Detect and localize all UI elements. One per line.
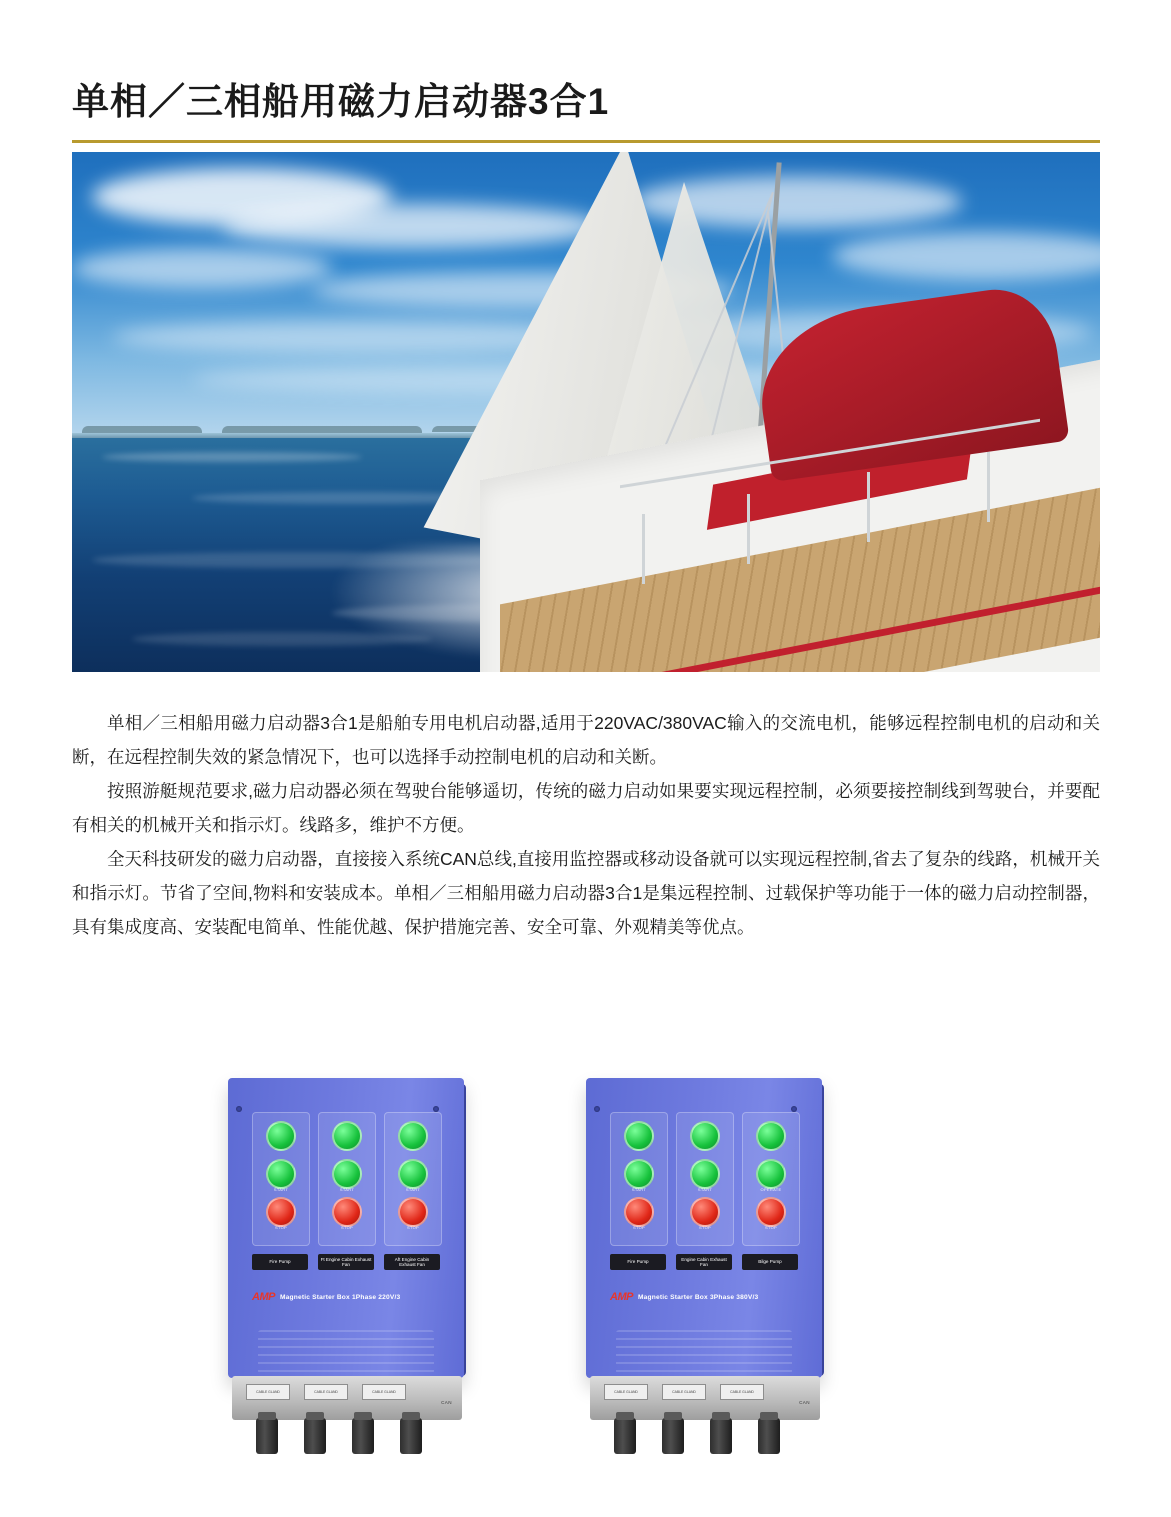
vent-louvers bbox=[258, 1330, 434, 1374]
cable-gland bbox=[710, 1418, 732, 1454]
channel-nameplate: Bilge Pump bbox=[742, 1254, 798, 1270]
stop-button[interactable] bbox=[756, 1197, 786, 1227]
product-three-phase bbox=[586, 1058, 836, 1478]
gland-label: CABLE GLAND bbox=[662, 1384, 706, 1400]
cable-gland bbox=[352, 1418, 374, 1454]
title-divider bbox=[72, 140, 1100, 143]
cable-gland bbox=[400, 1418, 422, 1454]
stop-button[interactable] bbox=[624, 1197, 654, 1227]
channel-panel bbox=[252, 1112, 310, 1246]
operate-label: OPERATE bbox=[760, 1187, 782, 1192]
body-copy bbox=[72, 706, 1100, 944]
gland-label: CABLE GLAND bbox=[246, 1384, 290, 1400]
start-button[interactable] bbox=[266, 1159, 296, 1189]
channel-nameplate: Aft Engine Cabin Exhaust Fan bbox=[384, 1254, 440, 1270]
start-button[interactable] bbox=[398, 1159, 428, 1189]
indicator-lamp-run[interactable] bbox=[756, 1121, 786, 1151]
channel-panel bbox=[676, 1112, 734, 1246]
cable-gland bbox=[614, 1418, 636, 1454]
model-label: Magnetic Starter Box 1Phase 220V/3 bbox=[279, 1293, 401, 1301]
cable-gland bbox=[256, 1418, 278, 1454]
enclosure-front bbox=[228, 1078, 464, 1378]
indicator-lamp-run[interactable] bbox=[266, 1121, 296, 1151]
rail-stanchion bbox=[642, 514, 645, 584]
indicator-lamp-run[interactable] bbox=[624, 1121, 654, 1151]
start-button[interactable] bbox=[332, 1159, 362, 1189]
cloud bbox=[222, 204, 602, 248]
start-button[interactable] bbox=[690, 1159, 720, 1189]
gland-label: CABLE GLAND bbox=[304, 1384, 348, 1400]
stop-button[interactable] bbox=[398, 1197, 428, 1227]
hero-image bbox=[72, 152, 1100, 672]
channel-nameplate: Engine Cabin Exhaust Fan bbox=[676, 1254, 732, 1270]
start-label: START bbox=[405, 1187, 421, 1192]
paragraph-1: 单相／三相船用磁力启动器3合1是船舶专用电机启动器,适用于220VAC/380VAC输入的交流电机，能够远程控制电机的启动和关断，在远程控制失效的紧急情况下，也可以选择手动控制电机的启动和关断。 bbox=[72, 713, 1100, 767]
model-label: Magnetic Starter Box 3Phase 380V/3 bbox=[637, 1293, 759, 1301]
indicator-lamp-run[interactable] bbox=[690, 1121, 720, 1151]
distant-land bbox=[222, 426, 422, 433]
channel-nameplate: Fire Pump bbox=[610, 1254, 666, 1270]
brand-logo: AMP bbox=[252, 1291, 275, 1303]
indicator-lamp-run[interactable] bbox=[398, 1121, 428, 1151]
brand-logo: AMP bbox=[610, 1291, 633, 1303]
paragraph-3: 全天科技研发的磁力启动器，直接接入系统CAN总线,直接用监控器或移动设备就可以实现远程控制,省去了复杂的线路，机械开关和指示灯。节省了空间,物料和安装成本。单相／三相船用磁力启动器3合1是集远程控制、过载保护等功能于一体的磁力启动控制器，具有集成度高、安装配电简单、性能优越、保护措施完善、安全可靠、外观精美等优点。 bbox=[72, 849, 1100, 937]
screw bbox=[594, 1106, 600, 1112]
stop-button[interactable] bbox=[332, 1197, 362, 1227]
channel-nameplate: Fire Pump bbox=[252, 1254, 308, 1270]
cable-gland bbox=[758, 1418, 780, 1454]
start-label: START bbox=[339, 1187, 355, 1192]
product-images bbox=[72, 1040, 1100, 1480]
stop-label: STOP bbox=[698, 1225, 712, 1230]
rail-stanchion bbox=[867, 472, 870, 542]
cloud bbox=[72, 248, 332, 288]
can-port-label: CAN bbox=[441, 1400, 452, 1405]
start-label: START bbox=[697, 1187, 713, 1192]
product-single-phase bbox=[228, 1058, 478, 1478]
brand-bar bbox=[610, 1290, 798, 1304]
page-title: 单相／三相船用磁力启动器3合1 bbox=[72, 81, 610, 122]
channel-panel bbox=[318, 1112, 376, 1246]
title-block bbox=[72, 80, 1102, 143]
rail-stanchion bbox=[747, 494, 750, 564]
start-label: START bbox=[273, 1187, 289, 1192]
channel-panel bbox=[384, 1112, 442, 1246]
wave bbox=[102, 452, 362, 462]
gland-label: CABLE GLAND bbox=[720, 1384, 764, 1400]
brand-bar bbox=[252, 1290, 440, 1304]
stop-button[interactable] bbox=[266, 1197, 296, 1227]
gland-label: CABLE GLAND bbox=[362, 1384, 406, 1400]
start-label: START bbox=[631, 1187, 647, 1192]
paragraph-2: 按照游艇规范要求,磁力启动器必须在驾驶台能够遥切，传统的磁力启动如果要实现远程控制，必须要接控制线到驾驶台，并要配有相关的机械开关和指示灯。线路多，维护不方便。 bbox=[72, 781, 1100, 835]
stop-button[interactable] bbox=[690, 1197, 720, 1227]
enclosure-front bbox=[586, 1078, 822, 1378]
channel-panel bbox=[742, 1112, 800, 1246]
stop-label: STOP bbox=[632, 1225, 646, 1230]
screw bbox=[236, 1106, 242, 1112]
gland-label: CABLE GLAND bbox=[604, 1384, 648, 1400]
indicator-lamp-run[interactable] bbox=[332, 1121, 362, 1151]
channel-panel bbox=[610, 1112, 668, 1246]
stop-label: STOP bbox=[274, 1225, 288, 1230]
operate-button[interactable] bbox=[756, 1159, 786, 1189]
stop-label: STOP bbox=[340, 1225, 354, 1230]
can-port-label: CAN bbox=[799, 1400, 810, 1405]
start-button[interactable] bbox=[624, 1159, 654, 1189]
cable-gland bbox=[304, 1418, 326, 1454]
cable-gland bbox=[662, 1418, 684, 1454]
channel-nameplate: Ft Engine Cabin Exhaust Fan bbox=[318, 1254, 374, 1270]
stop-label: STOP bbox=[406, 1225, 420, 1230]
stop-label: STOP bbox=[764, 1225, 778, 1230]
rail-stanchion bbox=[987, 452, 990, 522]
vent-louvers bbox=[616, 1330, 792, 1374]
